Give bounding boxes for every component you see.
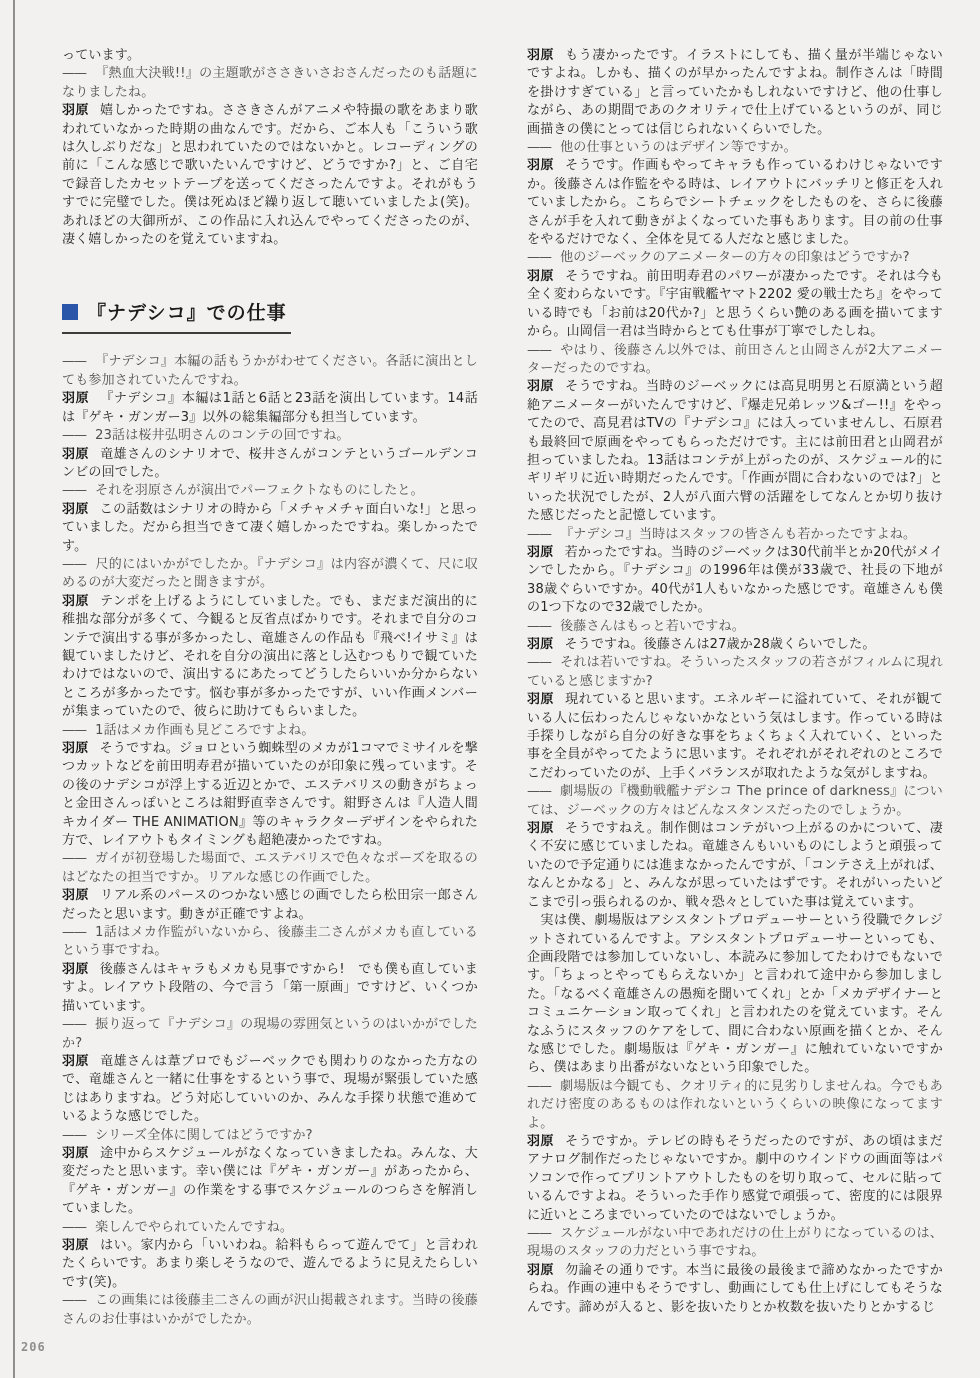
interviewee-answer: 羽原 途中からスケジュールがなくなっていきましたね。みんな、大変だったと思います。幸い僕には『ゲキ・ガンガー』があったから、『ゲキ・ガンガー』の作業をする事でスケジュールのつらさを解消していました。	[62, 1145, 478, 1217]
interviewer-question: —— 23話は桜井弘明さんのコンテの回ですね。	[62, 428, 350, 444]
interviewer-question: —— 後藤さんはもっと若いですね。	[527, 618, 745, 634]
interviewee-answer: 羽原 そうですね。後藤さんは27歳か28歳くらいでした。	[527, 637, 876, 652]
paragraph-continuation: 実は僕、劇場版はアシスタントプロデューサーという役職でクレジットされているんですよ。アシスタントプロデューサーといっても、企画段階では参加していないし、本読みに参加してたわけでもないです。「ちょっとやってもらえないか」と言われて途中から参加しました。「なるべく竜雄さんの愚痴を聞いてくれ」とか「メカデザイナーとコミュニケーション取ってくれ」と言われたのを覚えています。そんなふうにスタッフのケアをして、間に合わない原画を描くとか、そんな感じでした。劇場版は『ゲキ・ガンガー』に触れていないですから、僕はあまり出番がないなという印象でした。	[527, 913, 943, 1076]
interviewer-question: —— 尺的にはいかがでしたか。『ナデシコ』は内容が濃くて、尺に収めるのが大変だったと聞きますが。	[62, 556, 478, 591]
interviewee-answer: 羽原 はい。家内から「いいわね。給料もらって遊んでて」と言われたくらいです。あまり楽しそうなので、遊んでるように見えたらしいです(笑)。	[62, 1237, 478, 1290]
interviewer-dash-mark: ——	[62, 428, 86, 444]
interviewer-question: —— 振り返って『ナデシコ』の現場の雰囲気というのはいかがでしたか?	[62, 1017, 478, 1051]
interviewee-answer: 羽原 竜雄さんのシナリオで、桜井さんがコンテというゴールデンコンビの回でした。	[62, 446, 478, 480]
speaker-name: 羽原	[527, 158, 555, 174]
interviewer-question: —— 1話はメカ作監がいないから、後藤圭二さんがメカも直しているという事ですね。	[62, 925, 478, 959]
interviewer-dash-mark: ——	[527, 1078, 551, 1094]
interviewer-dash-mark: ——	[527, 342, 551, 358]
interviewer-dash-mark: ——	[62, 1017, 86, 1033]
interviewer-question: —— スケジュールがない中であれだけの仕上がりになっているのは、現場のスタッフの力だという事ですね。	[527, 1226, 943, 1260]
speaker-name: 羽原	[62, 888, 90, 904]
interviewer-dash-mark: ——	[62, 1127, 86, 1143]
interviewee-answer: 羽原 そうですね。ジョロという蜘蛛型のメカが1コマでミサイルを撃つカットなどを前田明寿君が描いていたのが印象に残っています。その後のナデシコが浮上する近辺とかで、エステバリスの動きがちょっと金田さんっぽいところは紺野直幸さんです。紺野さんは『人造人間キカイダー THE ANIMATION』等のキャラクターデザインをやられた方で、レイアウトもタイミングも超絶凄かったですね。	[62, 741, 478, 849]
interviewee-answer: 羽原 後藤さんはキャラもメカも見事ですから! でも僕も直していますよ。レイアウト段階の、今で言う「第一原画」ですけど、いくつか描いています。	[62, 961, 478, 1014]
speaker-name: 羽原	[527, 821, 554, 837]
interviewer-dash-mark: ——	[527, 250, 551, 266]
interviewer-dash-mark: ——	[62, 722, 86, 738]
interviewer-dash-mark: ——	[62, 483, 86, 499]
section-marker-icon	[62, 304, 78, 320]
interviewer-question: —— それは若いですね。そういったスタッフの若さがフィルムに現れていると感じますか?	[527, 655, 943, 689]
interviewer-question: —— 楽しんでやられていたんですね。	[62, 1219, 294, 1235]
interviewee-answer: 羽原 そうですか。テレビの時もそうだったのですが、あの頃はまだアナログ制作だったじゃないですか。劇中のウインドウの画面等はパソコンで作ってプリントアウトしたものを切り取って、セルに貼っているんですよね。そういった手作り感覚で頑張って、密度的には限界に近いところまでいっていたのではないでしょうか。	[527, 1133, 944, 1223]
interviewer-question: —— 1話はメカ作画も見どころですよね。	[62, 722, 315, 738]
speaker-name: 羽原	[62, 741, 89, 756]
interviewee-answer: 羽原 リアル系のパースのつかない感じの画でしたら松田宗一郎さんだったと思います。動きが正確ですよね。	[62, 888, 478, 922]
paragraph-continuation: っています。	[62, 48, 141, 63]
right-column-paragraphs	[527, 47, 943, 1317]
interviewer-question: —— 他のジーベックのアニメーターの方々の印象はどうですか?	[527, 250, 910, 266]
interviewer-question: —— 劇場版は今観ても、クオリティ的に見劣りしませんね。今でもあれだけ密度のあるものは作れないというくらいの映像になってますよ。	[527, 1078, 943, 1131]
speaker-name: 羽原	[527, 1133, 555, 1149]
interviewer-question: —— ガイが初登場した場面で、エステバリスで色々なポーズを取るのはどなたの担当ですか。リアルな感じの作画でした。	[62, 851, 478, 885]
interviewer-question: —— シリーズ全体に関してはどうですか?	[62, 1127, 313, 1143]
interviewee-answer: 羽原 嬉しかったですね。ささきさんがアニメや特撮の歌をあまり歌われていなかった時期の曲なんです。だから、ご本人も「こういう歌は久しぶりだな」と思われていたのではないかと。レコーディングの前に「こんな感じで歌いたいんですけど、どうですか?」と、ご自宅で録音したカセットテープを送ってくださったんですよ。それがもうすでに完璧でした。僕は死ぬほど繰り返して聴いていましたよ(笑)。あれほどの大御所が、この作品に入れ込んでやってくださったのが、凄く嬉しかったのを覚えていますね。	[62, 103, 478, 248]
interviewer-question: —— この画集には後藤圭二さんの画が沢山掲載されます。当時の後藤さんのお仕事はいかがでしたか。	[62, 1293, 478, 1327]
interviewer-dash-mark: ——	[62, 1219, 86, 1235]
left-column-bottom-paragraphs	[62, 353, 478, 1329]
speaker-name: 羽原	[527, 48, 555, 63]
page-edge-line	[13, 0, 15, 1378]
speaker-name: 羽原	[527, 637, 554, 652]
speaker-name: 羽原	[62, 593, 90, 609]
interviewer-question: —— 劇場版の『機動戦艦ナデシコ The prince of darkness』については、ジーベックの方々はどんなスタンスだったのでしょうか。	[527, 784, 943, 818]
interviewee-answer: 羽原 そうですね。当時のジーベックには高見明男と石原満という超絶アニメーターがいたんですけど、『爆走兄弟レッツ&ゴー!!』をやってたので、高見君はTVの『ナデシコ』には入っていませんし、石原君も最終回で原画をやってもらっただけです。主には前田君と山岡君が担っていましたね。13話はコンテが上がったのが、スケジュール的にギリギリに近い時期だったんです。「作画が間に合わないのでは?」といった状況でしたが、2人が八面六臂の活躍をしてなんとか切り抜けた感じだったと記憶しています。	[527, 379, 943, 524]
interviewee-answer: 羽原 そうですね。前田明寿君のパワーが凄かったです。それは今も全く変わらないです。『宇宙戦艦ヤマト2202 愛の戦士たち』をやっている時でも「お前は20代か?」と思うくらい艶のある画を描いてますから。山岡信一君は当時からとても仕事が丁寧でしたしね。	[527, 268, 943, 340]
interviewer-dash-mark: ——	[62, 556, 86, 572]
interviewer-dash-mark: ——	[62, 66, 86, 82]
speaker-name: 羽原	[527, 268, 555, 284]
interviewee-answer: 羽原 『ナデシコ』本編は1話と6話と23話を演出しています。14話は『ゲキ・ガンガー3』以外の総集編部分も担当しています。	[62, 391, 478, 425]
interviewer-question: —— 『熱血大決戦!!』の主題歌がささきいさおさんだったのも話題になりましたね。	[62, 66, 478, 100]
interviewee-answer: 羽原 この話数はシナリオの時から「メチャメチャ面白いな!」と思っていました。だから担当できて凄く嬉しかったですね。楽しかったです。	[62, 501, 478, 554]
interviewee-answer: 羽原 そうです。作画もやってキャラも作っているわけじゃないですか。後藤さんは作監をやる時は、レイアウトにバッチリと修正を入れていましたから。こちらでシートチェックをしたものを、さらに後藤さんが手を入れて動きがよくなっていた事もあります。目の前の仕事をやるだけでなく、全体を見てる人だなと感じました。	[527, 158, 943, 248]
interviewer-question: —— やはり、後藤さん以外では、前田さんと山岡さんが2大アニメーターだったのですね。	[527, 342, 943, 376]
speaker-name: 羽原	[527, 692, 555, 708]
section-heading	[62, 302, 291, 334]
speaker-name: 羽原	[62, 1145, 90, 1161]
left-column	[62, 47, 478, 1329]
interviewee-answer: 羽原 現れていると思います。エネルギーに溢れていて、それが観ている人に伝わったんじゃないかなという気はします。作っている時は手探りしながら自分の好きな事をちょくちょく入れていく、といった事を全員がやってたように思います。それぞれがそれぞれのところでこだわっていたのが、上手くバランスが取れたような気がしますね。	[527, 692, 943, 781]
interviewer-question: —— それを羽原さんが演出でパーフェクトなものにしたと。	[62, 483, 424, 499]
speaker-name: 羽原	[62, 446, 90, 462]
interviewer-dash-mark: ——	[527, 618, 551, 634]
speaker-name: 羽原	[62, 501, 89, 517]
speaker-name: 羽原	[527, 1262, 555, 1278]
speaker-name: 羽原	[62, 1237, 90, 1253]
interviewee-answer: 羽原 そうですねえ。制作側はコンテがいつ上がるのかについて、凄く不安に感じていましたね。竜雄さんもいいものにしようと頑張っていたので予定通りには進まなかったんですが、「コンテさえ上がれば、なんとかなる」と、みんなが思っていたはずです。それがいったいどこまで引っ張られるのか、戦々恐々としていた事は覚えています。	[527, 821, 943, 910]
interviewer-question: —— 『ナデシコ』当時はスタッフの皆さんも若かったですよね。	[527, 526, 917, 542]
interviewer-dash-mark: ——	[62, 354, 86, 370]
speaker-name: 羽原	[62, 1053, 90, 1069]
interviewer-dash-mark: ——	[62, 1293, 86, 1309]
left-column-top-paragraphs	[62, 47, 478, 249]
speaker-name: 羽原	[527, 379, 555, 395]
speaker-name: 羽原	[62, 103, 90, 119]
speaker-name: 羽原	[62, 391, 90, 407]
interviewer-dash-mark: ——	[527, 655, 551, 671]
section-heading-text: 『ナデシコ』での仕事	[87, 302, 287, 325]
interviewer-question: —— 『ナデシコ』本編の話もうかがわせてください。各話に演出としても参加されていたんですね。	[62, 354, 478, 388]
page-number: 206	[21, 1340, 46, 1354]
interviewer-dash-mark: ——	[527, 526, 551, 542]
interviewee-answer: 羽原 勿論その通りです。本当に最後の最後まで諦めなかったですからね。作画の連中もそうですし、動画にしても仕上げにしてもそうなんです。諦めが入ると、影を抜いたりとか枚数を抜いたりとかするじ	[527, 1262, 943, 1315]
interviewee-answer: 羽原 テンポを上げるようにしていました。でも、まだまだ演出的に稚拙な部分が多くて、今観ると反省点ばかりです。それまで自分のコンテで演出する事が多かったし、竜雄さんの作品も『飛べ!イサミ』は観ていましたけど、それを自分の演出に落とし込むつもりで観ていたわけではないので、演出するにあたってどうしたらいいか分からないところが多かったです。悩む事が多かったですが、いい作画メンバーが集まっていたので、彼らに助けてもらいました。	[62, 593, 478, 720]
interviewer-question: —— 他の仕事というのはデザイン等ですか。	[527, 140, 797, 156]
right-column	[527, 47, 943, 1317]
speaker-name: 羽原	[527, 544, 554, 560]
interviewee-answer: 羽原 もう凄かったです。イラストにしても、描く量が半端じゃないですよね。しかも、描くのが早かったんですよね。制作さんは「時間を掛けすぎている」と言っていたかもしれないですけど、他の仕事しながら、あの期間であのクオリティで仕上げているというのが、同じ画描きの僕にとっては信じられないくらいでした。	[527, 48, 944, 137]
interviewer-dash-mark: ——	[62, 851, 86, 867]
interviewee-answer: 羽原 若かったですね。当時のジーベックは30代前半とか20代がメインでしたから。『ナデシコ』の1996年は僕が33歳で、社長の下地が38歳ぐらいですか。40代が1人もいなかった感じです。竜雄さんも僕の1つ下なので32歳でしたか。	[527, 544, 944, 616]
interviewer-dash-mark: ——	[527, 1226, 551, 1241]
interviewer-dash-mark: ——	[62, 925, 86, 941]
speaker-name: 羽原	[62, 961, 89, 977]
interviewer-dash-mark: ——	[527, 140, 551, 156]
interviewee-answer: 羽原 竜雄さんは葦プロでもジーベックでも関わりのなかった方なので、竜雄さんと一緒に仕事をするという事で、現場が緊張していた感じはありますね。どう対応していいのか、みんな手探り状態で進めているような感じでした。	[62, 1053, 478, 1125]
interviewer-dash-mark: ——	[527, 784, 551, 800]
